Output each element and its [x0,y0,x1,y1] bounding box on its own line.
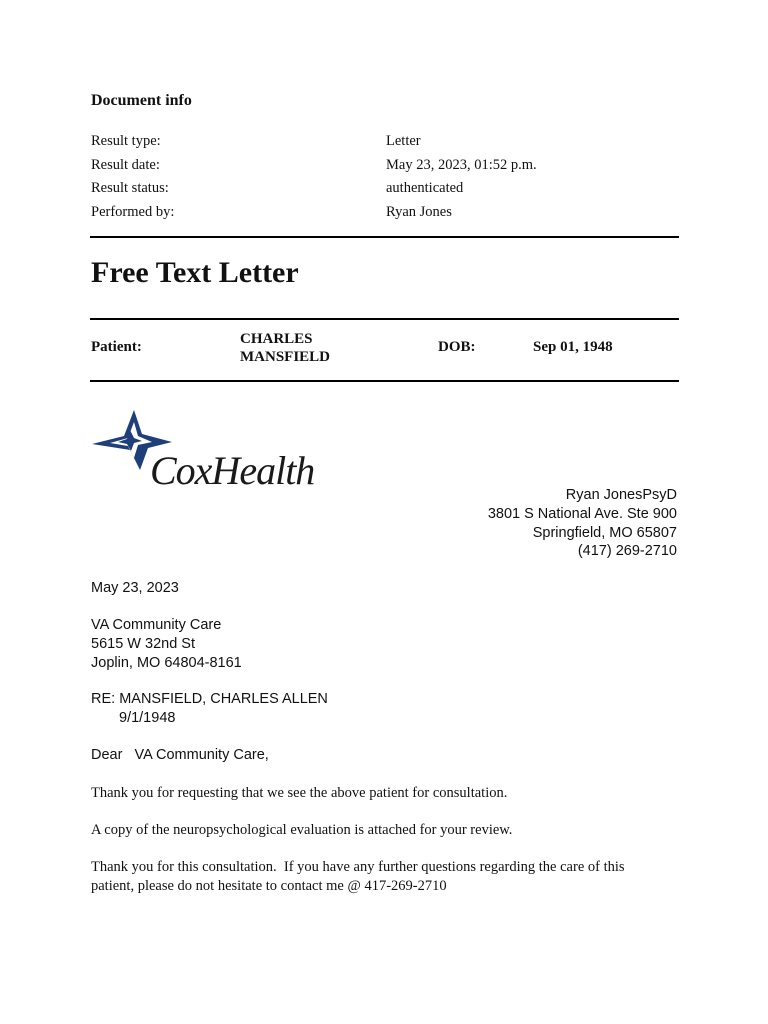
sender-phone: (417) 269-2710 [577,543,677,559]
patient-label: Patient: [91,339,142,355]
re-dob: 9/1/1948 [119,710,176,726]
sender-street: 3801 S National Ave. Ste 900 [487,506,677,522]
coxhealth-logo [90,408,346,490]
sender-city: Springfield, MO 65807 [532,525,677,541]
body-paragraph-2: A copy of the neuropsychological evaluation is attached for your review. [91,822,513,838]
result-date-label: Result date: [91,157,160,173]
patient-name-line2: MANSFIELD [240,349,331,365]
recipient-street: 5615 W 32nd St [91,636,195,652]
dob-value: Sep 01, 1948 [533,339,613,355]
patient-name [240,330,380,366]
divider [90,318,679,320]
letter-date: May 23, 2023 [91,580,179,596]
performed-by-label: Performed by: [91,204,175,220]
logo-wordmark: CoxHealth [150,448,315,490]
divider [90,236,679,238]
result-date-value: May 23, 2023, 01:52 p.m. [386,157,537,173]
result-status-value: authenticated [386,180,464,196]
star-logo-icon [90,408,346,490]
performed-by-value: Ryan Jones [386,204,452,220]
document-info-heading: Document info [91,92,192,109]
letter-title: Free Text Letter [91,256,299,289]
patient-name-line1: CHARLES [240,331,313,347]
result-type-value: Letter [386,133,421,149]
recipient-city: Joplin, MO 64804-8161 [91,655,242,671]
body-paragraph-3: Thank you for this consultation. If you have any further questions regarding the care of this patient, please do not hesitate to contact me @ 417-269-2710 [91,859,629,894]
salutation: Dear VA Community Care, [91,747,269,763]
result-type-label: Result type: [91,133,161,149]
sender-name: Ryan JonesPsyD [565,487,677,503]
body-paragraph-1: Thank you for requesting that we see the above patient for consultation. [91,785,508,801]
result-status-label: Result status: [91,180,169,196]
divider [90,380,679,382]
recipient-name: VA Community Care [91,617,222,633]
re-line: RE: MANSFIELD, CHARLES ALLEN [91,691,328,707]
dob-label: DOB: [438,339,476,355]
